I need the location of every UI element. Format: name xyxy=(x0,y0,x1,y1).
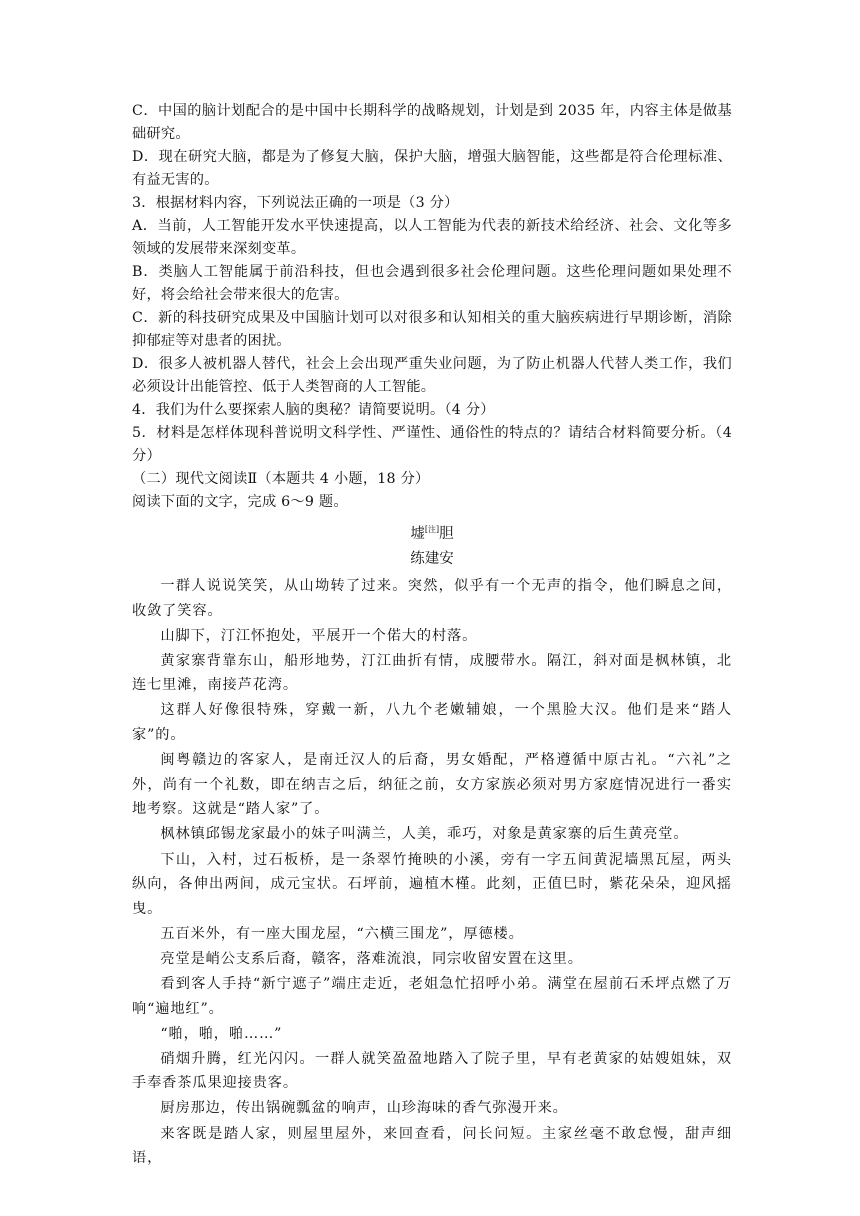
section-heading: （二）现代文阅读Ⅱ（本题共 4 小题，18 分） xyxy=(132,471,430,487)
section-instruction: 阅读下面的文字，完成 6～9 题。 xyxy=(132,494,348,510)
question-3-option-d: D．很多人被机器人替代，社会上会出现严重失业问题，为了防止机器人代替人类工作，我们必须设计出能管控、低于人类智商的人工智能。 xyxy=(132,356,732,395)
story-paragraph: 下山，入村，过石板桥，是一条翠竹掩映的小溪，旁有一字五间黄泥墙黑瓦屋，两头纵向，各伸出两间，成元宝状。石坪前，遍植木槿。此刻，正值巳时，紫花朵朵，迎风摇曳。 xyxy=(132,851,732,917)
option-c: C．中国的脑计划配合的是中国中长期科学的战略规划，计划是到 2035 年，内容主体是做基础研究。 xyxy=(132,103,732,142)
story-paragraph: 枫林镇邱锡龙家最小的妹子叫满兰，人美，乖巧，对象是黄家寨的后生黄亮堂。 xyxy=(160,826,689,843)
story-paragraph: 五百米外，有一座大围龙屋，“六横三围龙”，厚德楼。 xyxy=(160,925,524,942)
question-3: 3．根据材料内容，下列说法正确的一项是（3 分） xyxy=(132,195,459,211)
story-paragraph: 一群人说说笑笑，从山坳转了过来。突然，似乎有一个无声的指令，他们瞬息之间，收敛了笑容。 xyxy=(132,578,732,619)
story-paragraph: 黄家寨背靠东山，船形地势，汀江曲折有情，成腰带水。隔江，斜对面是枫林镇，北连七里滩，南接芦花湾。 xyxy=(132,652,732,694)
story-paragraph: 亮堂是峭公支系后裔，赣客，落难流浪，同宗收留安置在这里。 xyxy=(160,950,583,967)
question-5: 5．材料是怎样体现科普说明文科学性、严谨性、通俗性的特点的？请结合材料简要分析。（4 分） xyxy=(132,425,732,464)
story-paragraph: 看到客人手持“新宁遮子”端庄走近，老姐急忙招呼小弟。满堂在屋前石禾坪点燃了万响“遍地红”。 xyxy=(132,976,732,1017)
story-title xyxy=(132,518,732,546)
story-paragraph: 闽粤赣边的客家人，是南迁汉人的后裔，男女婚配，严格遵循中原古礼。“六礼”之外，尚有一个礼数，即在纳吉之后，纳征之前，女方家族必须对男方家庭情况进行一番实地考察。这就是“踏人家”了。 xyxy=(132,752,732,818)
story-paragraph: 山脚下，汀江怀抱处，平展开一个偌大的村落。 xyxy=(160,627,478,644)
question-4: 4．我们为什么要探索人脑的奥秘？请简要说明。（4 分） xyxy=(132,402,495,418)
footnote-mark: [注] xyxy=(424,525,440,534)
question-3-option-c: C．新的科技研究成果及中国脑计划可以对很多和认知相关的重大脑疾病进行早期诊断，消除抑郁症等对患者的困扰。 xyxy=(132,310,732,349)
question-3-option-b: B．类脑人工智能属于前沿科技，但也会遇到很多社会伦理问题。这些伦理问题如果处理不好，将会给社会带来很大的危害。 xyxy=(132,264,732,303)
story-body xyxy=(132,574,732,1171)
story-title-second-char: 胆 xyxy=(439,526,454,542)
document-page xyxy=(132,100,732,1171)
question-3-option-a: A．当前，人工智能开发水平快速提高，以人工智能为代表的新技术给经济、社会、文化等多领域的发展带来深刻变革。 xyxy=(132,218,732,257)
story-paragraph: 来客既是踏人家，则屋里屋外，来回查看，问长问短。主家丝毫不敢怠慢，甜声细语， xyxy=(132,1125,732,1167)
story-paragraph: 厨房那边，传出锅碗瓢盆的响声，山珍海味的香气弥漫开来。 xyxy=(160,1100,568,1117)
story-author: 练建安 xyxy=(410,551,454,567)
story-paragraph: “啪，啪，啪……” xyxy=(160,1025,283,1042)
option-d: D．现在研究大脑，都是为了修复大脑，保护大脑，增强大脑智能，这些都是符合伦理标准、有益无害的。 xyxy=(132,149,732,188)
story-paragraph: 这群人好像很特殊，穿戴一新，八九个老嫩辅娘，一个黑脸大汉。他们是来“踏人家”的。 xyxy=(132,702,732,744)
story-title-first-char: 墟 xyxy=(410,526,425,542)
story-paragraph: 硝烟升腾，红光闪闪。一群人就笑盈盈地踏入了院子里，早有老黄家的姑嫂姐妹，双手奉香茶瓜果迎接贵客。 xyxy=(132,1050,732,1092)
